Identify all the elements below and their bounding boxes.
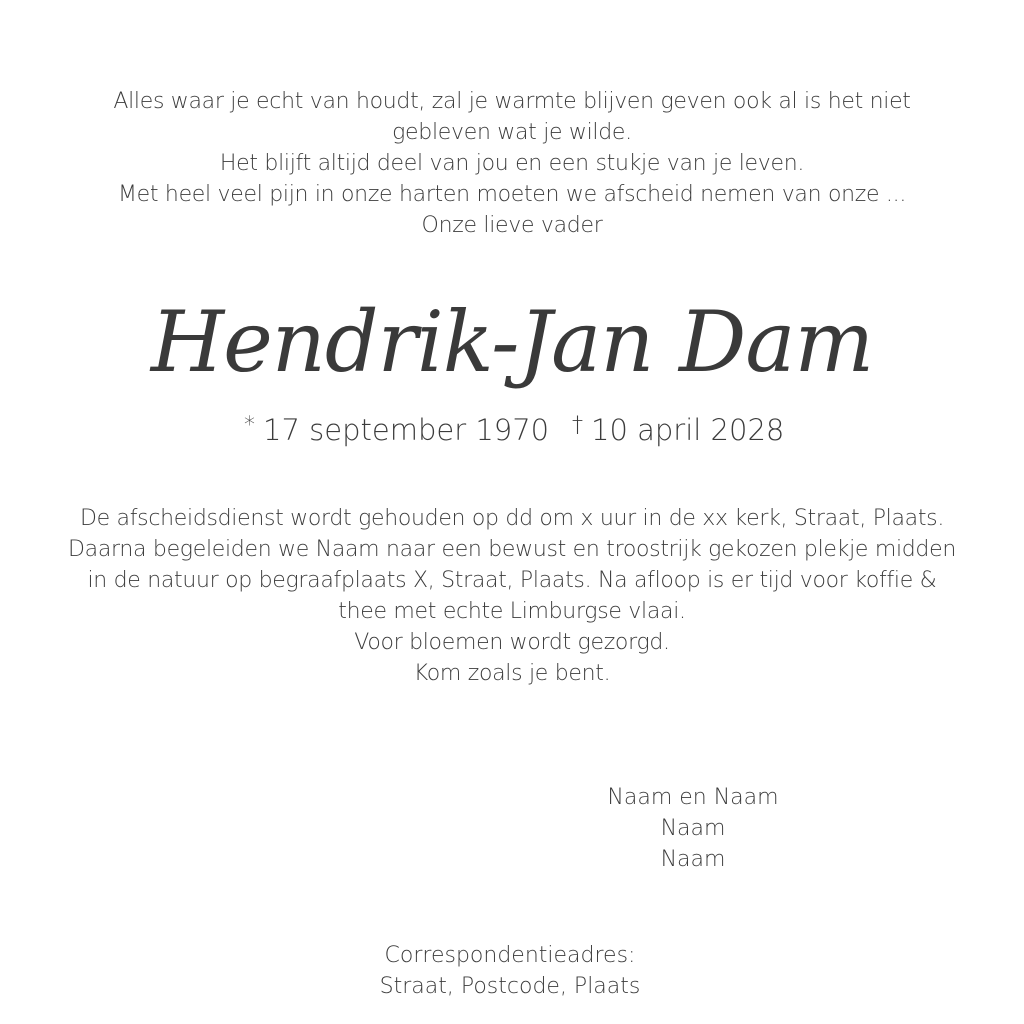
service-line: De afscheidsdienst wordt gehouden op dd om x uur in de xx kerk, Straat, Plaats.	[79, 506, 945, 531]
signer-name: Naam en Naam	[607, 785, 779, 810]
intro-line: Alles waar je echt van houdt, zal je warmte blijven geven ook al is het niet	[113, 89, 911, 114]
service-line: thee met echte Limburgse vlaai.	[338, 599, 686, 624]
correspondence-address	[360, 940, 660, 1002]
signer-name: Naam	[660, 816, 726, 841]
signer-name: Naam	[660, 847, 726, 872]
birth-date-block	[244, 404, 549, 452]
intro-poem	[90, 86, 934, 241]
service-details	[40, 503, 984, 689]
intro-line: Onze lieve vader	[421, 213, 603, 238]
death-date: 10 april 2028	[591, 413, 785, 447]
service-line: in de natuur op begraafplaats X, Straat, Plaats. Na afloop is er tijd voor koffie &	[87, 568, 937, 593]
service-line: Daarna begeleiden we Naam naar een bewust en troostrijk gekozen plekje midden	[68, 537, 956, 562]
birth-star-icon: *	[244, 413, 255, 438]
birth-date: 17 september 1970	[263, 413, 550, 447]
signers	[560, 782, 826, 875]
death-date-block	[572, 404, 784, 452]
intro-line: Het blijft altijd deel van jou en een stukje van je leven.	[219, 151, 805, 176]
correspondence-street: Straat, Postcode, Plaats	[379, 974, 641, 999]
life-dates	[0, 404, 1024, 450]
intro-line: gebleven wat je wilde.	[392, 120, 632, 145]
service-line: Kom zoals je bent.	[413, 661, 611, 686]
correspondence-label: Correspondentieadres:	[384, 943, 636, 968]
service-line: Voor bloemen wordt gezorgd.	[354, 630, 670, 655]
intro-line: Met heel veel pijn in onze harten moeten we afscheid nemen van onze ...	[117, 182, 907, 207]
death-cross-icon: †	[572, 413, 583, 438]
deceased-name: Hendrik-Jan Dam	[150, 293, 874, 391]
